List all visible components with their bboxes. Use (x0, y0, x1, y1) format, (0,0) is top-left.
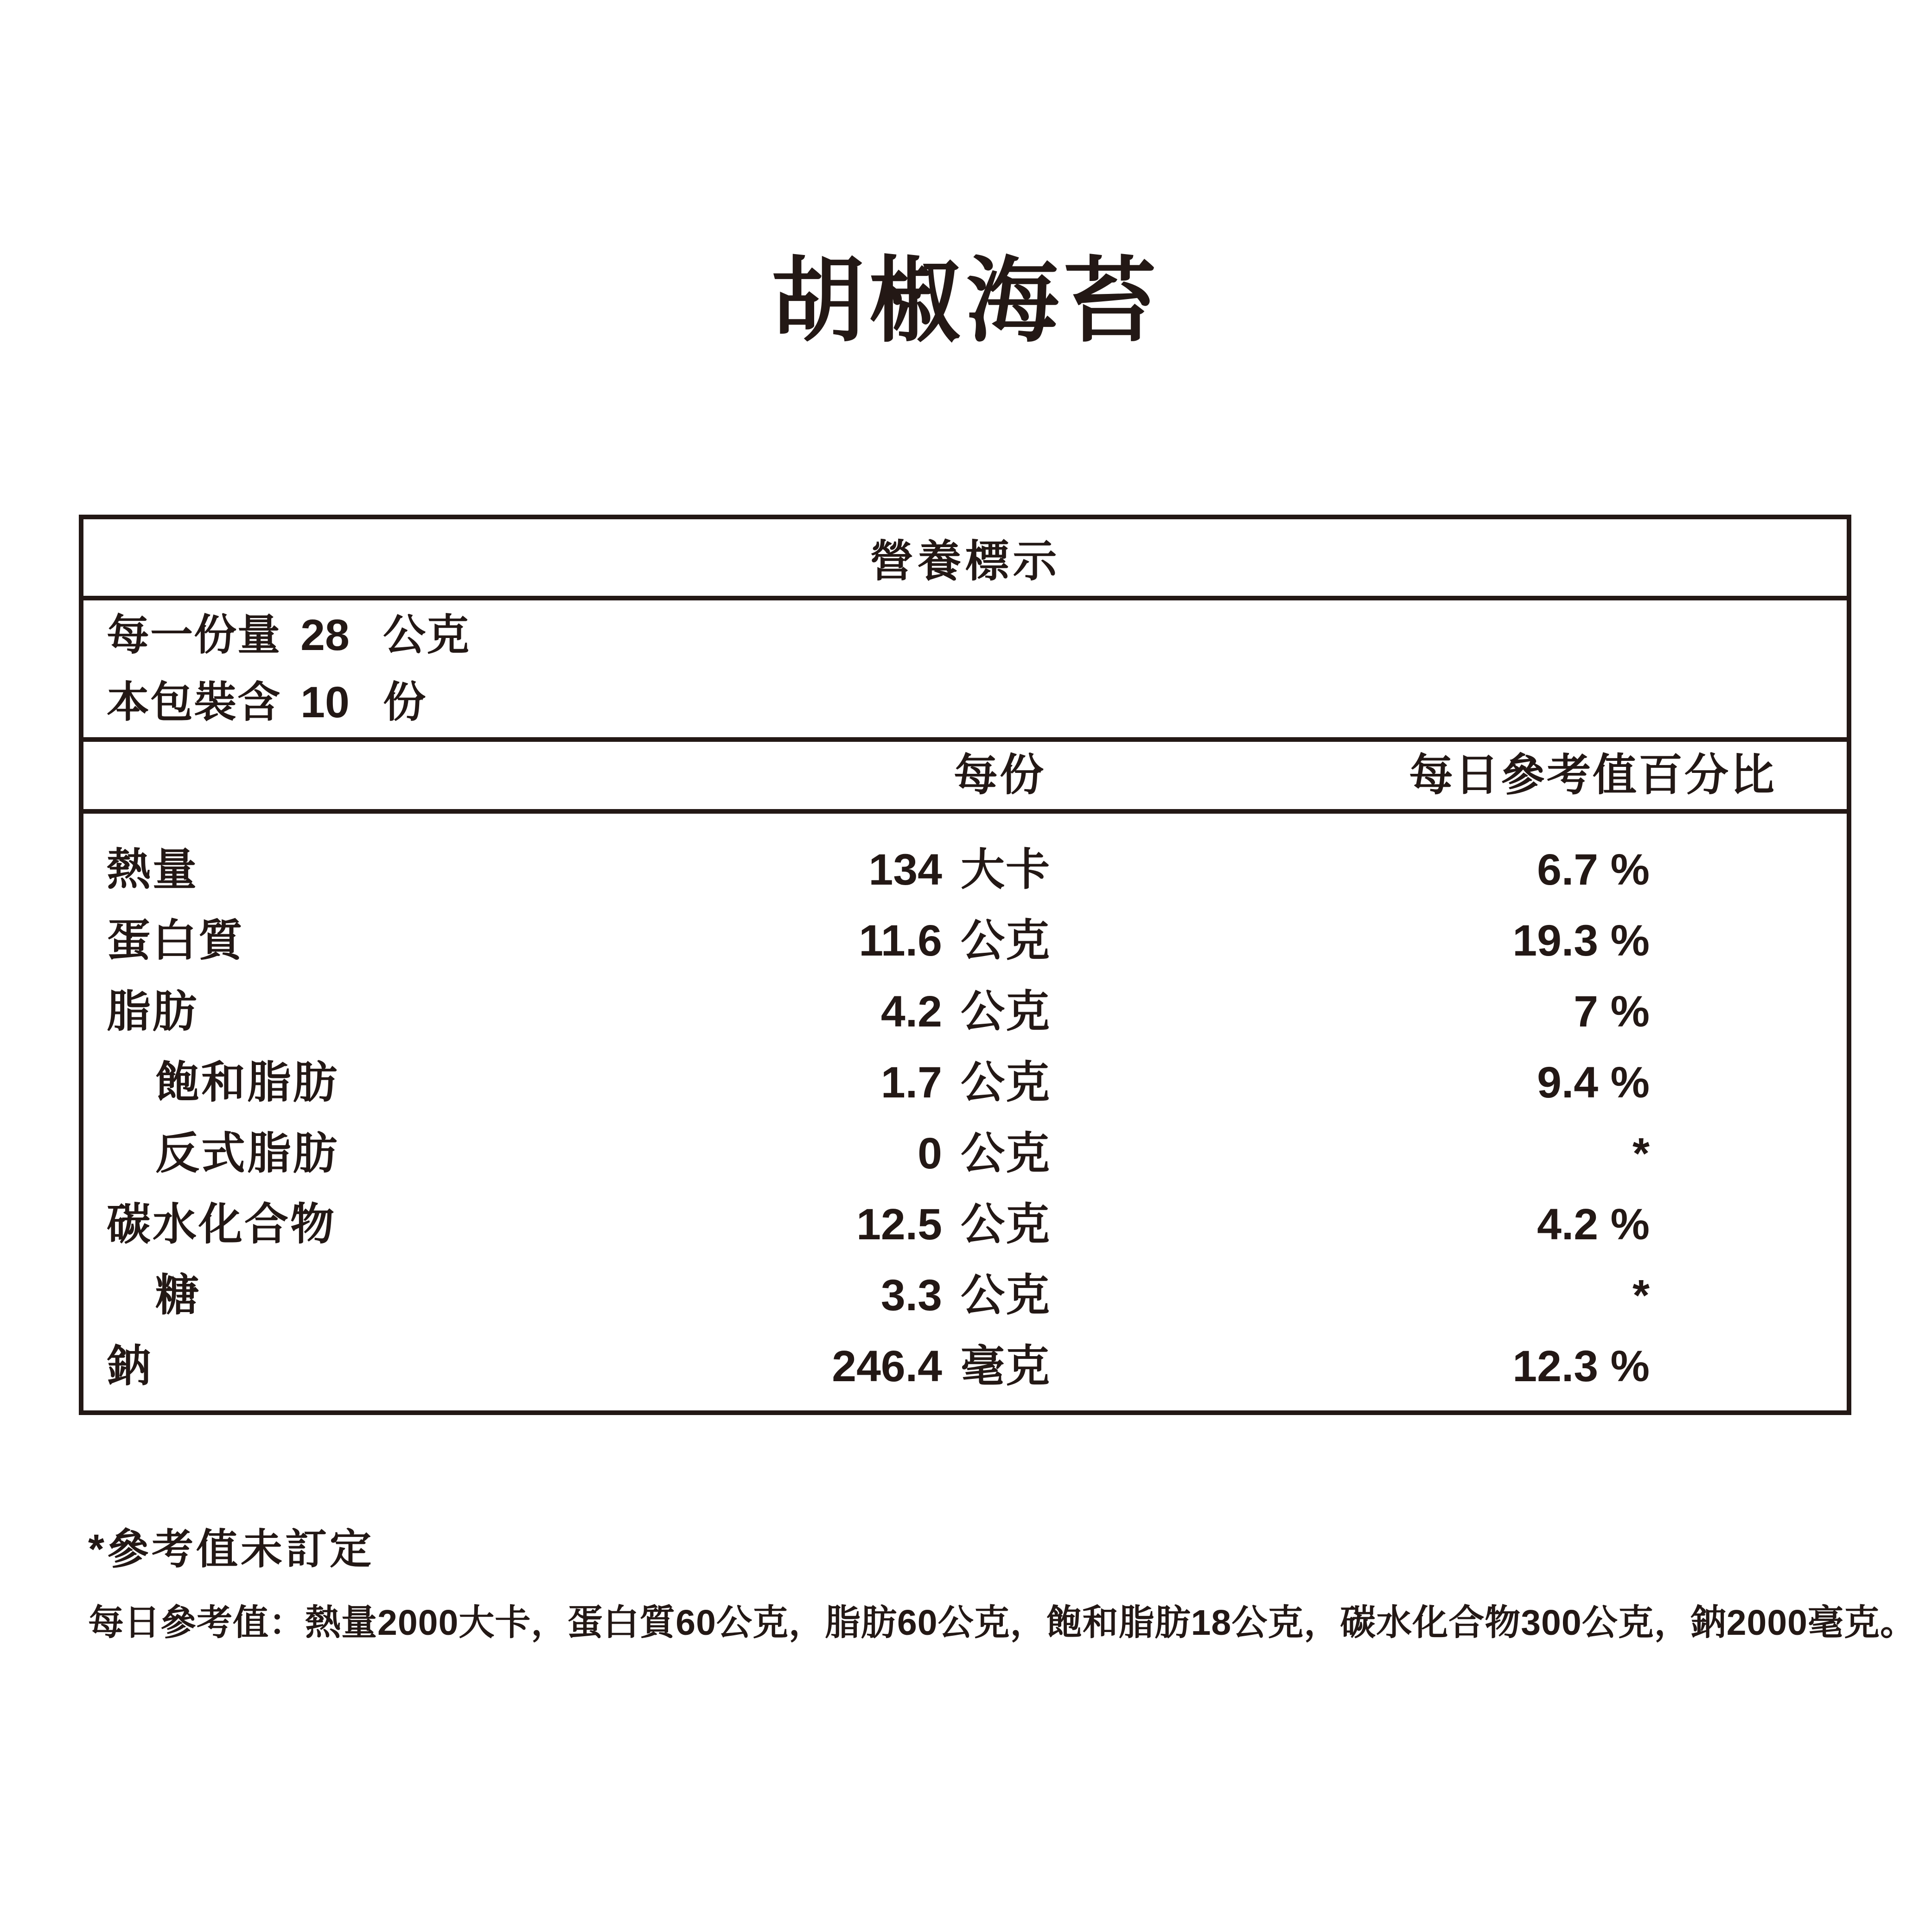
nutrient-label: 蛋白質 (107, 916, 245, 965)
nutrient-unit: 毫克 (961, 1342, 1051, 1391)
nutrient-row (83, 1189, 1847, 1260)
nutrient-label: 碳水化合物 (107, 1200, 337, 1249)
serving-size-value: 28 (300, 610, 350, 660)
nutrient-unit: 公克 (961, 916, 1051, 965)
nutrition-table (79, 515, 1851, 1415)
nutrient-amount: 12.5 (856, 1200, 942, 1249)
nutrient-label: 熱量 (107, 845, 199, 894)
nutrient-daily-value: * (1632, 1129, 1650, 1178)
asterisk-footnote: *參考值未訂定 (88, 1526, 375, 1573)
nutrient-row (83, 1047, 1847, 1118)
nutrient-amount: 246.4 (832, 1342, 942, 1391)
nutrient-daily-value: 9.4 % (1537, 1058, 1650, 1107)
nutrient-rows (83, 814, 1847, 1402)
nutrient-unit: 公克 (961, 1271, 1051, 1320)
serving-size-row (107, 602, 1847, 669)
column-header-row (83, 742, 1847, 814)
nutrient-unit: 大卡 (961, 845, 1051, 894)
serving-size-unit: 公克 (383, 611, 471, 659)
nutrient-daily-value: 7 % (1574, 987, 1650, 1036)
nutrient-label: 鈉 (107, 1342, 153, 1391)
nutrient-unit: 公克 (961, 1058, 1051, 1107)
nutrient-daily-value: 4.2 % (1537, 1200, 1650, 1249)
nutrient-amount: 11.6 (859, 916, 942, 965)
product-title: 胡椒海苔 (771, 249, 1161, 353)
nutrient-row (83, 835, 1847, 905)
nutrient-row (83, 1331, 1847, 1402)
nutrient-label: 糖 (155, 1271, 202, 1320)
nutrient-amount: 134 (868, 845, 942, 894)
daily-value-column-header: 每日參考值百分比 (1409, 751, 1776, 800)
nutrient-row (83, 905, 1847, 976)
nutrient-row (83, 1118, 1847, 1189)
nutrient-row (83, 1260, 1847, 1331)
servings-per-package-unit: 份 (383, 678, 427, 726)
nutrient-daily-value: 12.3 % (1512, 1342, 1650, 1391)
serving-info-section (83, 600, 1847, 742)
nutrient-unit: 公克 (961, 1129, 1051, 1178)
nutrient-amount: 1.7 (880, 1058, 942, 1107)
nutrient-unit: 公克 (961, 1200, 1051, 1249)
nutrient-daily-value: 6.7 % (1537, 845, 1650, 894)
nutrient-label: 飽和脂肪 (155, 1058, 339, 1107)
per-serving-column-header: 每份 (954, 751, 1046, 800)
nutrient-daily-value: 19.3 % (1512, 916, 1650, 965)
nutrient-amount: 0 (918, 1129, 942, 1178)
daily-reference-footnote: 每日參考值：熱量2000大卡，蛋白質60公克，脂肪60公克，飽和脂肪18公克，碳水化合物300公克，鈉2000毫克。 (88, 1603, 1916, 1643)
nutrient-label: 反式脂肪 (155, 1129, 339, 1178)
nutrient-amount: 4.2 (880, 987, 942, 1036)
serving-size-label: 每一份量 (107, 611, 281, 659)
nutrition-table-header: 營養標示 (83, 519, 1847, 600)
nutrient-amount: 3.3 (880, 1271, 942, 1320)
servings-per-package-row (107, 669, 1847, 736)
nutrient-label: 脂肪 (107, 987, 199, 1036)
nutrient-row (83, 976, 1847, 1047)
nutrient-unit: 公克 (961, 987, 1051, 1036)
servings-per-package-label: 本包裝含 (107, 678, 281, 726)
servings-per-package-value: 10 (300, 677, 350, 727)
nutrient-daily-value: * (1632, 1271, 1650, 1320)
